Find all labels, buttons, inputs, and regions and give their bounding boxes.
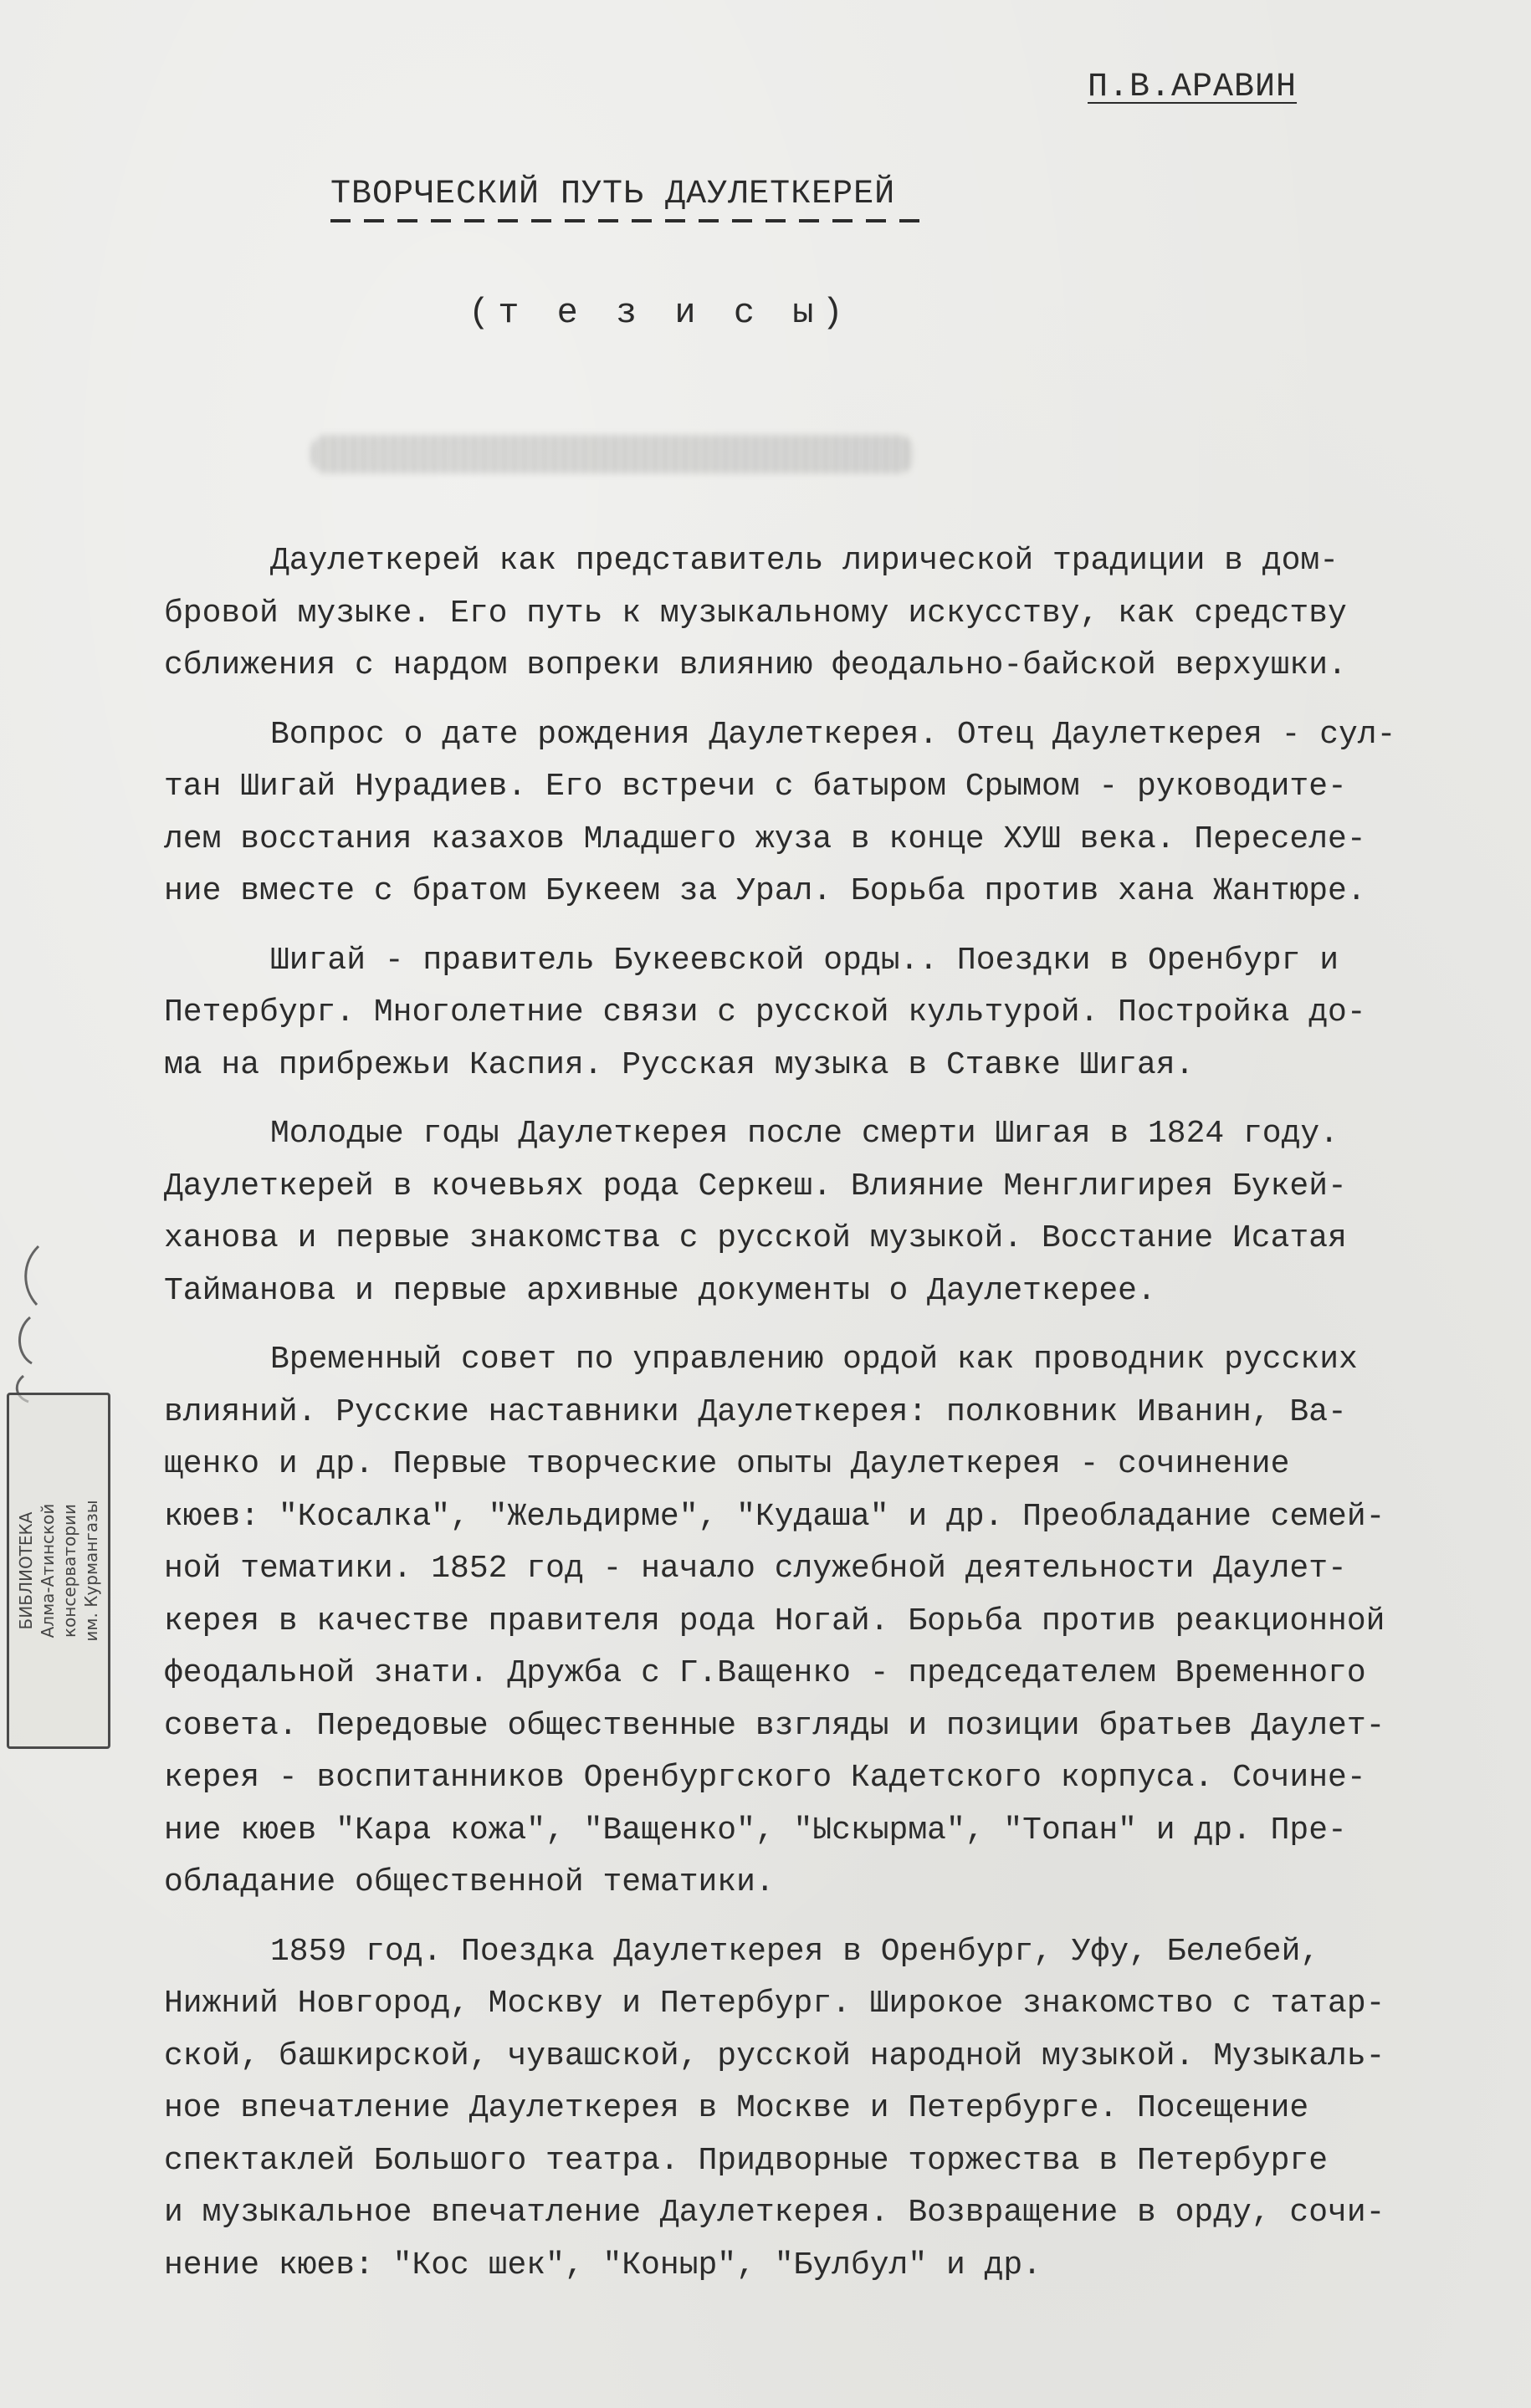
text-line: ской, башкирской, чувашской, русской народной музыкой. Музыкаль- [164, 2037, 1385, 2074]
text-line: Даулеткерей как представитель лирической традиции в дом- [270, 543, 1339, 579]
paragraph [164, 709, 1531, 918]
erased-text-smudge [311, 435, 914, 473]
text-line: спектаклей Большого театра. Придворные торжества в Петербурге [164, 2142, 1329, 2179]
document-subtitle: (т е з и с ы) [469, 293, 852, 333]
paragraph [164, 935, 1531, 1092]
document-body [164, 535, 1531, 2292]
text-line: Нижний Новгород, Москву и Петербург. Широкое знакомство с татар- [164, 1986, 1385, 2022]
text-line: влияний. Русские наставники Даулеткерея: полковник Иванин, Ва- [164, 1393, 1347, 1430]
text-line: ное впечатление Даулеткерея в Москве и Петербурге. Посещение [164, 2090, 1309, 2126]
text-line: сближения с нардом вопреки влиянию феодально-байской верхушки. [164, 647, 1347, 683]
text-line: бровой музыке. Его путь к музыкальному искусству, как средству [164, 595, 1347, 631]
library-stamp [7, 1393, 110, 1749]
text-line: ние кюев "Кара кожа", "Ващенко", "Ыскырма", "Топан" и др. Пре- [164, 1812, 1347, 1848]
text-line: 1859 год. Поездка Даулеткерея в Оренбург, Уфу, Белебей, [270, 1933, 1320, 1970]
text-line: Даулеткерей в кочевьях рода Серкеш. Влияние Менглигирея Букей- [164, 1168, 1347, 1204]
text-line: обладание общественной тематики. [164, 1864, 775, 1900]
title-dashed-underline [330, 219, 924, 222]
text-line: керея в качестве правителя рода Ногай. Борьба против реакционной [164, 1603, 1385, 1639]
text-line: феодальной знати. Дружба с Г.Ващенко - председателем Временного [164, 1655, 1366, 1691]
stamp-line: БИБЛИОТЕКА [16, 1511, 36, 1630]
text-line: ханова и первые знакомства с русской музыкой. Восстание Исатая [164, 1220, 1347, 1256]
text-line: тан Шигай Нурадиев. Его встречи с батыром Срымом - руководите- [164, 769, 1347, 805]
text-line: совета. Передовые общественные взгляды и позиции братьев Даулет- [164, 1707, 1385, 1744]
text-line: Вопрос о дате рождения Даулеткерея. Отец Даулеткерея - сул- [270, 716, 1396, 753]
paragraph [164, 1926, 1531, 2293]
text-line: ние вместе с братом Букеем за Урал. Борьба против хана Жантюре. [164, 873, 1366, 909]
text-line: Временный совет по управлению ордой как проводник русских [270, 1342, 1358, 1378]
text-line: Тайманова и первые архивные документы о Даулеткерее. [164, 1272, 1156, 1309]
document-title: ТВОРЧЕСКИЙ ПУТЬ ДАУЛЕТКЕРЕЙ [330, 176, 896, 213]
text-line: керея - воспитанников Оренбургского Кадетского корпуса. Сочине- [164, 1760, 1366, 1796]
text-line: Шигай - правитель Букеевской орды.. Поездки в Оренбург и [270, 942, 1339, 979]
handwritten-margin-mark [5, 1238, 55, 1405]
paragraph [164, 1108, 1531, 1317]
paragraph [164, 535, 1531, 693]
text-line: щенко и др. Первые творческие опыты Даулеткерея - сочинение [164, 1446, 1290, 1482]
text-line: нение кюев: "Кос шек", "Коныр", "Булбул" и др. [164, 2247, 1042, 2283]
text-line: и музыкальное впечатление Даулеткерея. Возвращение в орду, сочи- [164, 2195, 1385, 2231]
text-line: ной тематики. 1852 год - начало служебной деятельности Даулет- [164, 1551, 1347, 1587]
text-line: Молодые годы Даулеткерея после смерти Шигая в 1824 году. [270, 1116, 1339, 1152]
author-name: П.В.АРАВИН [1088, 69, 1298, 106]
library-stamp-text [15, 1500, 102, 1641]
text-line: ма на прибрежьи Каспия. Русская музыка в Ставке Шигая. [164, 1046, 1195, 1083]
stamp-line: консерватории [59, 1503, 79, 1639]
text-line: кюев: "Косалка", "Жельдирме", "Кудаша" и др. Преобладание семей- [164, 1498, 1385, 1535]
stamp-line: Алма-Атинской [38, 1503, 58, 1639]
stamp-line: им. Курмангазы [81, 1500, 101, 1642]
paragraph [164, 1334, 1531, 1910]
text-line: Петербург. Многолетние связи с русской культурой. Постройка до- [164, 994, 1366, 1030]
text-line: лем восстания казахов Младшего жуза в конце ХУШ века. Переселе- [164, 821, 1366, 857]
